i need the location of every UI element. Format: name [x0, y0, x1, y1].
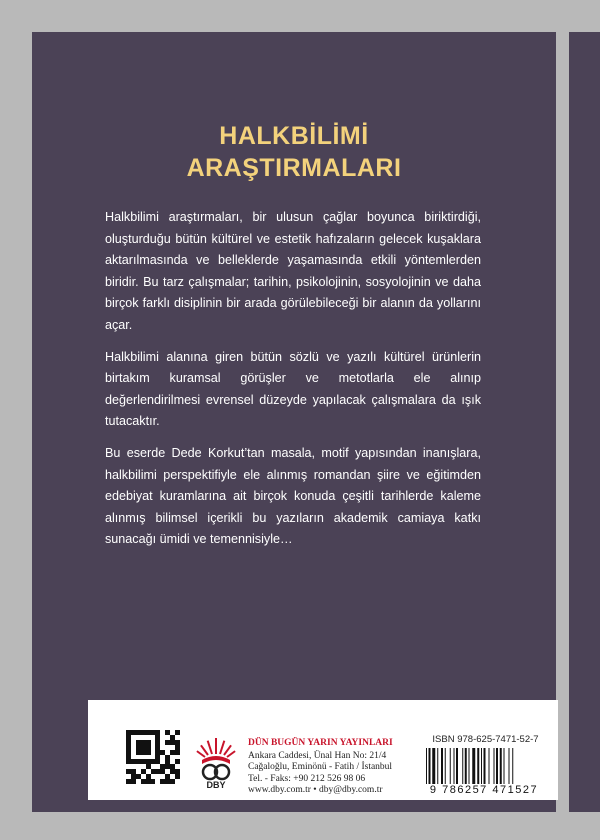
qr-code-icon [126, 730, 180, 784]
publisher-phone: Tel. - Faks: +90 212 526 98 06 [248, 773, 366, 784]
blurb-paragraph-3: Bu eserde Dede Korkut’tan masala, motif yapısından inanışlara, halkbilimi perspektifiyle ele alınmış romandan şiire ve eğitimden edebiyat kuramlarına ait birçok konuda çeşitli tarihlerde kaleme alınmış bilimsel içerikli bu yazıların akademik camiaya katkı sunacağı ümidi ve temennisiyle… [105, 445, 481, 547]
isbn-label: ISBN 978-625-7471-52-7 [432, 734, 539, 745]
publisher-address-1: Ankara Caddesi, Ünal Han No: 21/4 [248, 751, 387, 762]
adjacent-cover-edge [569, 32, 600, 812]
publisher-web: www.dby.com.tr • dby@dby.com.tr [248, 784, 383, 795]
publisher-info [248, 738, 408, 796]
back-cover [32, 32, 556, 812]
book-title [32, 120, 556, 184]
blurb [105, 207, 481, 561]
barcode-icon [424, 748, 548, 786]
blurb-paragraph-1: Halkbilimi araştırmaları, bir ulusun çağlar boyunca biriktirdiği, oluşturduğu bütün kültürel ve estetik hafızaların gelecek kuşaklara aktarılmasında ve belleklerde yaşamasında etkili yöntemlerden biridir. Bu tarz çalışmalar; tarihin, psikolojinin, sosyolojinin ve daha birçok farklı disiplinin bir arada görülebileceği bir alanın da yollarını açar. [105, 210, 481, 332]
publisher-address-2: Cağaloğlu, Eminönü - Fatih / İstanbul [248, 762, 393, 773]
publisher-footer [88, 700, 558, 800]
logo-text: DBY [206, 780, 226, 790]
barcode-number: 9 786257 471527 [429, 784, 539, 796]
title-line-1: HALKBİLİMİ [219, 122, 369, 150]
blurb-paragraph-2: Halkbilimi alanına giren bütün sözlü ve yazılı kültürel ürünlerin birtakım kuramsal görüşler ve metotlarla ele alınıp değerlendirilmesi evrensel düzeyde yapılacak çalışmalara da ışık tutacaktır. [105, 349, 481, 429]
title-line-2: ARAŞTIRMALARI [186, 154, 402, 182]
dby-logo-icon [196, 734, 236, 790]
publisher-name: DÜN BUGÜN YARIN YAYINLARI [248, 738, 393, 748]
